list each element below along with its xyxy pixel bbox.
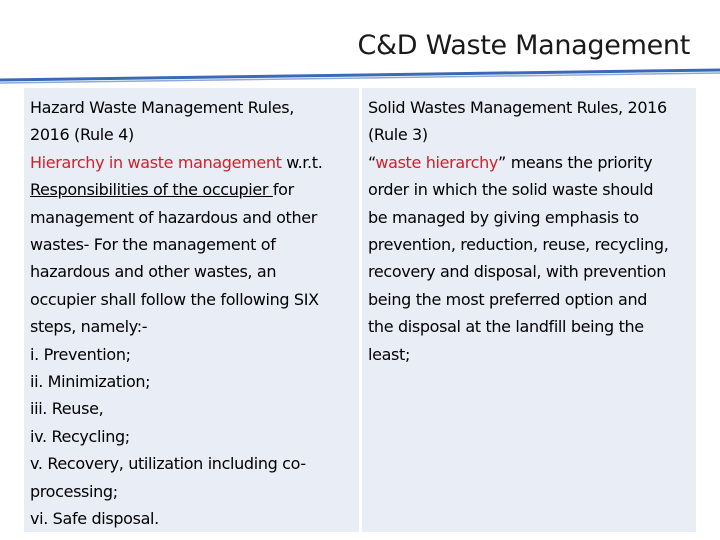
solid-heading-line1: Solid Wastes Management Rules, 2016 xyxy=(368,98,667,117)
term-suffix: ” means the priority xyxy=(498,152,653,172)
open-quote: “ xyxy=(368,152,376,172)
responsibilities-line xyxy=(30,176,353,203)
solid-body-line: recovery and disposal, with prevention xyxy=(368,262,666,282)
solid-body-line: order in which the solid waste should xyxy=(368,180,654,200)
solid-waste-rules-column xyxy=(362,88,696,532)
hazard-body-line: management of hazardous and other xyxy=(30,207,317,227)
comparison-table xyxy=(24,88,696,532)
hierarchy-line xyxy=(30,149,353,176)
solid-body-line: being the most preferred option and xyxy=(368,289,648,309)
hazard-body-line: steps, namely:- xyxy=(30,317,148,337)
title-underline xyxy=(0,66,720,84)
hazard-heading-line2: 2016 (Rule 4) xyxy=(30,125,134,145)
solid-body-line: be managed by giving emphasis to xyxy=(368,207,639,227)
step-recovery-cont: processing; xyxy=(30,481,118,501)
responsibilities-label: Responsibilities of the occupier xyxy=(30,180,273,200)
hierarchy-suffix: w.r.t. xyxy=(281,152,323,172)
hierarchy-label: Hierarchy in waste management xyxy=(30,152,282,172)
hazard-rules-column xyxy=(24,88,359,532)
solid-body-line: prevention, reduction, reuse, recycling, xyxy=(368,235,669,255)
solid-heading-line2: (Rule 3) xyxy=(368,125,428,145)
step-safe-disposal: vi. Safe disposal. xyxy=(30,509,159,529)
solid-body-line: the disposal at the landfill being the xyxy=(368,317,644,337)
responsibilities-suffix: for xyxy=(272,180,294,200)
hazard-body-line: occupier shall follow the following SIX xyxy=(30,289,319,309)
waste-hierarchy-term: waste hierarchy xyxy=(375,152,499,172)
slide-title: C&D Waste Management xyxy=(357,30,690,61)
step-recycling: iv. Recycling; xyxy=(30,426,130,446)
hazard-body-line: wastes- For the management of xyxy=(30,235,276,255)
solid-body-line: least; xyxy=(368,344,410,364)
hazard-body-line: hazardous and other wastes, an xyxy=(30,262,277,282)
step-recovery: v. Recovery, utilization including co- xyxy=(30,454,306,474)
step-prevention: i. Prevention; xyxy=(30,344,131,364)
step-minimization: ii. Minimization; xyxy=(30,372,151,392)
hazard-heading-line1: Hazard Waste Management Rules, xyxy=(30,98,294,117)
definition-line xyxy=(368,149,690,176)
step-reuse: iii. Reuse, xyxy=(30,399,104,419)
